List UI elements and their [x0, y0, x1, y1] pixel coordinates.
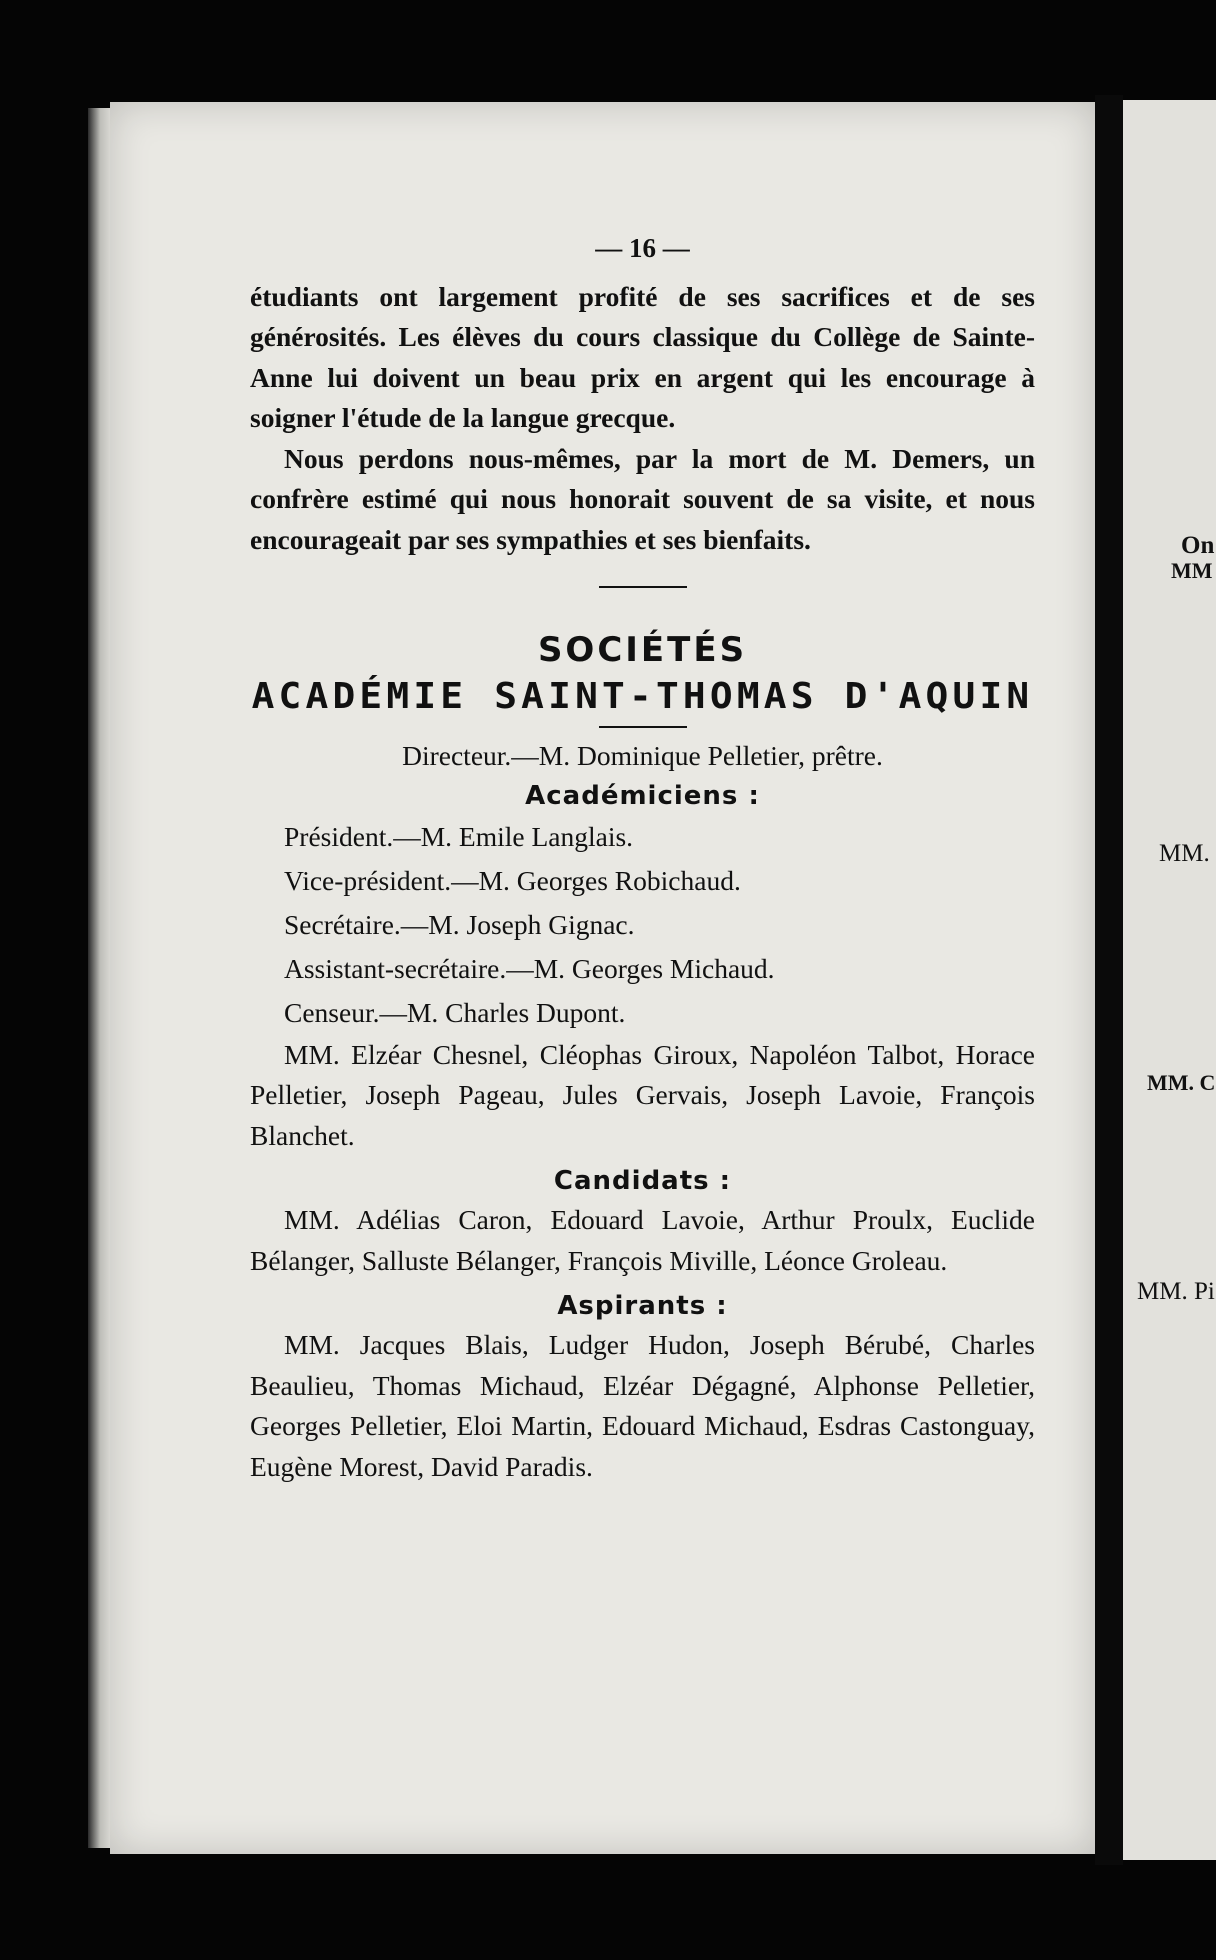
- adjacent-fragment: MM.: [1159, 840, 1210, 867]
- intro-paragraph: Nous perdons nous-mêmes, par la mort de M. Demers, un confrère estimé qui nous honorait souvent de sa visite, et nous encourageait par ses sympathies et ses bienfaits.: [250, 442, 1035, 555]
- academy-title: ACADÉMIE SAINT-THOMAS D'AQUIN: [251, 676, 1034, 717]
- divider-rule: [599, 726, 687, 728]
- candidats-heading: Candidats :: [553, 1166, 732, 1196]
- officer-line: Assistant-secrétaire.—M. Georges Michaud.: [284, 952, 775, 984]
- adjacent-fragment: On: [1181, 532, 1215, 559]
- adjacent-fragment: MM. C: [1147, 1070, 1216, 1095]
- officer-line: Censeur.—M. Charles Dupont.: [284, 996, 626, 1028]
- officer-line: Vice-président.—M. Georges Robichaud.: [284, 864, 741, 896]
- aspirants-members: MM. Jacques Blais, Ludger Hudon, Joseph Bérubé, Charles Beaulieu, Thomas Michaud, Elzéar Dégagné, Alphonse Pelletier, Georges Pelletier, Eloi Martin, Edouard Michaud, Esdras Castonguay, Eugène Morest, David Paradis.: [250, 1329, 1035, 1482]
- candidats-members: MM. Adélias Caron, Edouard Lavoie, Arthur Proulx, Euclide Bélanger, Salluste Bélanger, François Miville, Léonce Groleau.: [250, 1204, 1035, 1276]
- officer-line: Président.—M. Emile Langlais.: [284, 820, 634, 852]
- adjacent-page: [1123, 100, 1216, 1860]
- page-content: [250, 228, 1035, 1487]
- academiciens-members: MM. Elzéar Chesnel, Cléophas Giroux, Napoléon Talbot, Horace Pelletier, Joseph Pageau, Jules Gervais, Joseph Lavoie, François Blanchet.: [250, 1038, 1035, 1151]
- adjacent-fragment: MM: [1171, 558, 1213, 583]
- adjacent-fragment: MM. Pi: [1137, 1278, 1215, 1305]
- academiciens-heading: Académiciens :: [525, 780, 760, 811]
- divider-rule: [599, 586, 687, 588]
- section-title: SOCIÉTÉS: [537, 630, 748, 670]
- officer-line: Secrétaire.—M. Joseph Gignac.: [284, 908, 635, 940]
- director-line: Directeur.—M. Dominique Pelletier, prêtre.: [402, 740, 883, 771]
- intro-paragraph: étudiants ont largement profité de ses sacrifices et de ses générosités. Les élèves du cours classique du Collège de Sainte-Anne lui doivent un beau prix en argent qui les encourage à soigner l'étude de la langue grecque.: [250, 280, 1035, 433]
- book-gutter: [1095, 95, 1123, 1865]
- page-number: — 16 —: [595, 233, 690, 263]
- aspirants-heading: Aspirants :: [557, 1291, 728, 1321]
- page-edge: [88, 108, 110, 1848]
